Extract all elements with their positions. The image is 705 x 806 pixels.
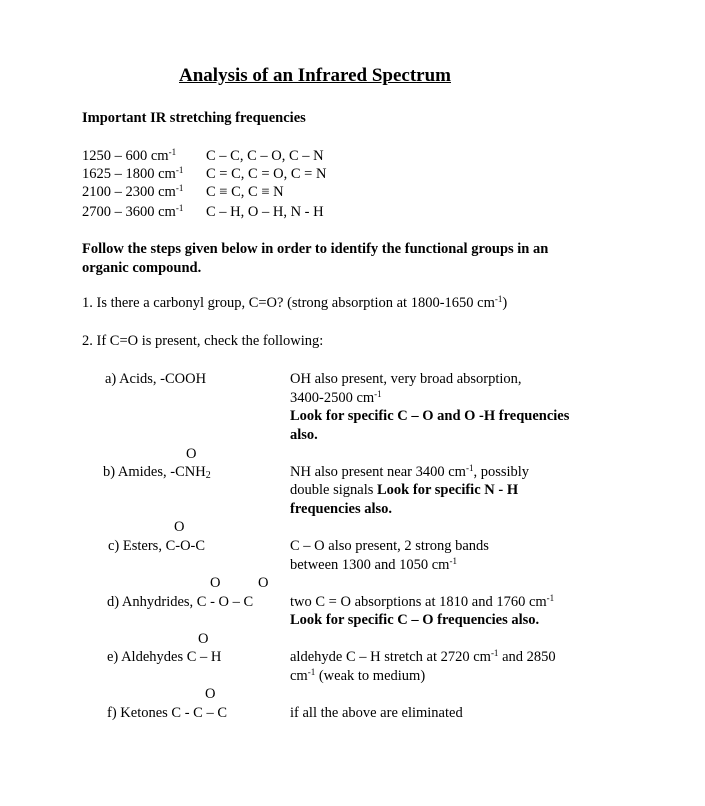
page-title: Analysis of an Infrared Spectrum: [179, 65, 451, 86]
frequency-bonds: C – H, O – H, N - H: [206, 204, 324, 220]
instructions-line-2: organic compound.: [82, 260, 202, 276]
step-2: 2. If C=O is present, check the following:: [82, 333, 324, 349]
esters-carbonyl-o: O: [174, 519, 185, 535]
anhydrides-carbonyl-o-2: O: [258, 575, 269, 591]
amides-line-2: double signals Look for specific N - H: [290, 482, 519, 498]
aldehydes-line-2: $cm^{-1}$ (weak to medium): [290, 667, 426, 684]
instructions-line-1: Follow the steps given below in order to identify the functional groups in an: [82, 241, 549, 257]
esters-line-1: C – O also present, 2 strong bands: [290, 538, 489, 554]
aldehydes-line-1: aldehyde C – H stretch at 2720 $cm^{-1}$ and 2850: [290, 648, 556, 665]
frequency-range: 2700 – 3600 $cm^{-1}$: [82, 203, 184, 220]
ketones-carbonyl-o: O: [205, 686, 216, 702]
frequency-bonds: C ≡ C, C ≡ N: [206, 184, 284, 200]
esters-line-2: between 1300 and 1050 $cm^{-1}$: [290, 556, 457, 573]
step-1: 1. Is there a carbonyl group, C=O? (strong absorption at 1800-1650 $cm^{-1}$): [82, 294, 508, 311]
anhydrides-line-1: two C = O absorptions at 1810 and 1760 $cm^{-1}$: [290, 593, 555, 610]
section-heading: Important IR stretching frequencies: [82, 110, 306, 126]
frequency-bonds: C – C, C – O, C – N: [206, 148, 324, 164]
amides-carbonyl-o: O: [186, 446, 197, 462]
ketones-label: f) Ketones C - C – C: [107, 705, 228, 721]
amides-line-1: NH also present near 3400 $cm^{-1}$, possibly: [290, 463, 530, 480]
amides-label: b) Amides, $-CNH_2$: [103, 464, 211, 481]
frequency-row: [82, 203, 324, 221]
amides-line-3: frequencies also.: [290, 501, 393, 517]
acids-line-1: OH also present, very broad absorption,: [290, 371, 522, 387]
aldehydes-label: e) Aldehydes C – H: [107, 649, 222, 665]
acids-line-4: also.: [290, 427, 318, 443]
anhydrides-line-2: Look for specific C – O frequencies also.: [290, 612, 540, 628]
frequency-range: 1250 – 600 $cm^{-1}$: [82, 147, 177, 164]
aldehydes-carbonyl-o: O: [198, 631, 209, 647]
esters-label: c) Esters, C-O-C: [108, 538, 206, 554]
acids-label: a) Acids, -COOH: [105, 371, 207, 387]
frequency-row: [82, 183, 284, 201]
anhydrides-carbonyl-o-1: O: [210, 575, 221, 591]
ketones-line-1: if all the above are eliminated: [290, 705, 463, 721]
frequency-row: [82, 147, 324, 165]
acids-line-2: 3400-2500 $cm^{-1}$: [290, 389, 382, 406]
frequency-bonds: C = C, C = O, C = N: [206, 166, 327, 182]
anhydrides-label: d) Anhydrides, C - O – C: [107, 594, 254, 610]
frequency-range: 1625 – 1800 $cm^{-1}$: [82, 165, 184, 182]
frequency-row: [82, 165, 326, 183]
frequency-range: 2100 – 2300 $cm^{-1}$: [82, 183, 184, 200]
acids-line-3: Look for specific C – O and O -H frequencies: [290, 408, 570, 424]
